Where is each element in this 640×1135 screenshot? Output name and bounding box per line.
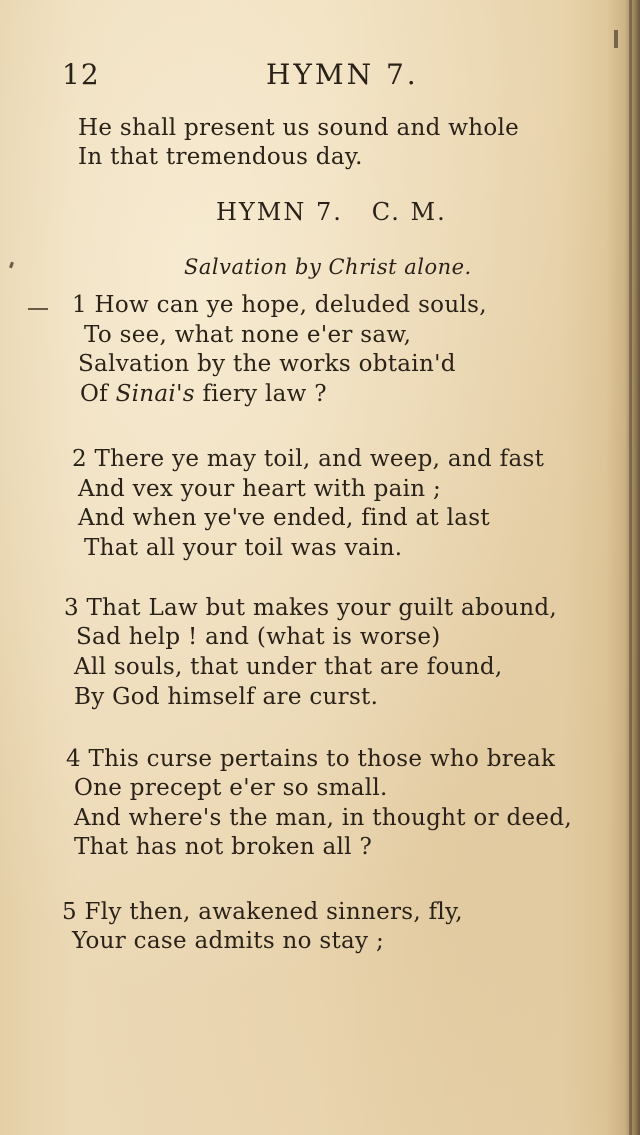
book-edge-line (629, 0, 632, 1135)
stanza-1-line-3: Salvation by the works obtain'd (78, 351, 456, 377)
book-edge-mark (614, 30, 618, 48)
continuation-line: In that tremendous day. (78, 144, 363, 170)
hymn-heading: HYMN 7. C. M. (216, 198, 447, 226)
stanza-1-line-4 (80, 380, 327, 409)
stanza-3-line-4: By God himself are curst. (74, 684, 379, 710)
stanza-1-line-1: 1 How can ye hope, deluded souls, (72, 292, 487, 318)
stanza-2-line-4: That all your toil was vain. (84, 535, 403, 561)
stanza-4-line-2: One precept e'er so small. (74, 775, 388, 801)
continuation-line: He shall present us sound and whole (78, 115, 520, 141)
margin-mark (9, 262, 14, 269)
line-part: Of (80, 381, 116, 407)
stanza-2-line-1: 2 There ye may toil, and weep, and fast (72, 446, 545, 472)
stanza-3-line-2: Sad help ! and (what is worse) (76, 624, 441, 650)
italic-place-name: Sinai's (115, 381, 195, 407)
stanza-2-line-3: And when ye've ended, find at last (78, 505, 490, 531)
stanza-4-line-4: That has not broken all ? (74, 834, 373, 860)
stanza-4-line-3: And where's the man, in thought or deed, (74, 805, 572, 831)
stanza-1-line-2: To see, what none e'er saw, (84, 322, 412, 348)
stanza-3-line-1: 3 That Law but makes your guilt abound, (64, 595, 558, 621)
book-spine-shadow (606, 0, 640, 1135)
stanza-5-line-2: Your case admits no stay ; (72, 928, 385, 954)
stanza-3-line-3: All souls, that under that are found, (74, 654, 503, 680)
stanza-4-line-1: 4 This curse pertains to those who break (66, 746, 556, 772)
running-head: HYMN 7. (266, 58, 419, 91)
page-number: 12 (62, 58, 100, 91)
stanza-5-line-1: 5 Fly then, awakened sinners, fly, (62, 899, 463, 925)
hymn-subtitle: Salvation by Christ alone. (184, 255, 472, 279)
margin-dash-mark (28, 308, 48, 310)
stanza-2-line-2: And vex your heart with pain ; (78, 476, 442, 502)
line-part: fiery law ? (194, 381, 327, 407)
